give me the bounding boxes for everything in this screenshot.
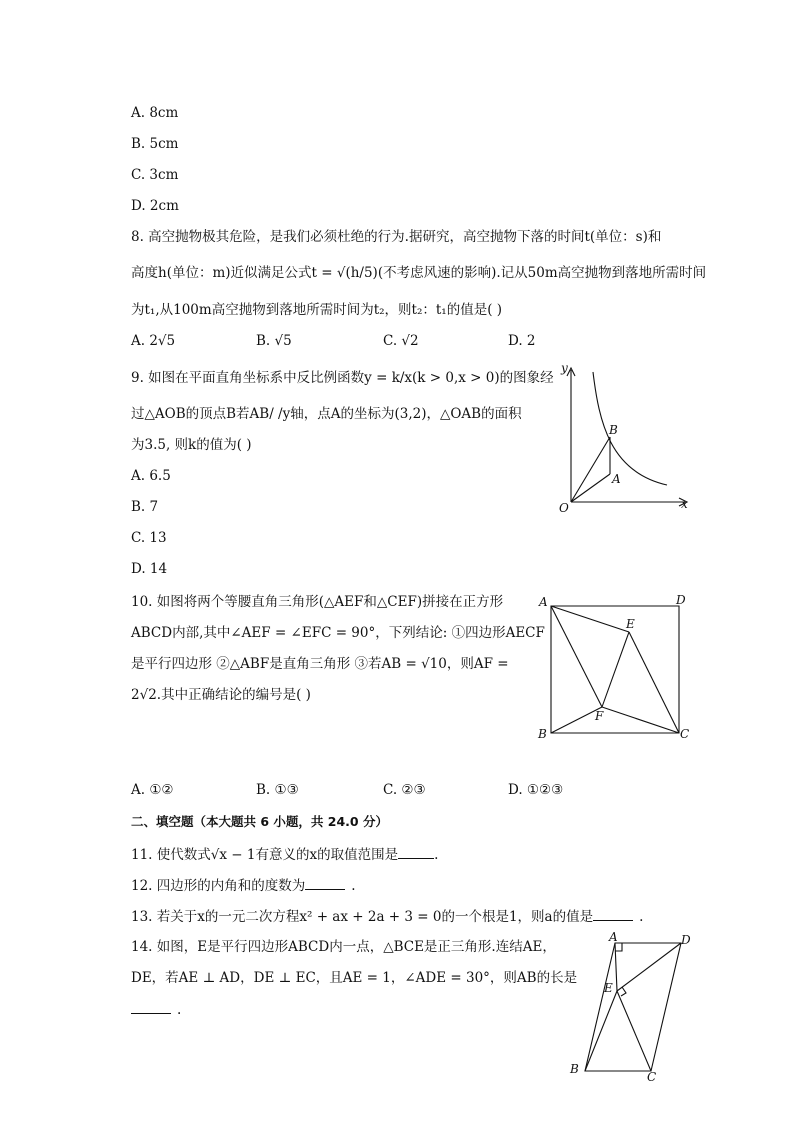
q10-stem-line3: 是平行四边形 ②△ABF是直角三角形 ③若AB = √10，则AF = xyxy=(131,656,509,672)
q8-stem-line3: 为t₁,从100m高空抛物到落地所需时间为t₂，则t₂：t₁的值是( ) xyxy=(131,302,503,318)
q14-label-c: C xyxy=(647,1070,657,1084)
q10-stem-line2: ABCD内部,其中∠AEF = ∠EFC = 90°，下列结论: ①四边形AECF xyxy=(131,625,545,641)
q8-stem-line2: 高度h(单位：m)近似满足公式t = √(h/5)(不考虑风速的影响).记从50m高空抛物到落地所需时间 xyxy=(131,265,707,281)
q9-label-b: B xyxy=(609,423,618,437)
q11-answer-blank[interactable] xyxy=(398,845,434,859)
q14-parallelogram-abcd xyxy=(585,943,681,1071)
q8-options xyxy=(131,332,651,350)
q10-label-a: A xyxy=(539,595,548,609)
q10-figure xyxy=(535,590,695,745)
q10-segment-af xyxy=(551,606,602,707)
q9-figure xyxy=(555,362,695,517)
q12-answer-blank[interactable] xyxy=(305,876,345,890)
q8-stem-line1: 8. 高空抛物极其危险，是我们必须杜绝的行为.据研究，高空抛物下落的时间t(单位：s)和 xyxy=(131,229,662,245)
q9-segment-ob xyxy=(571,437,610,502)
q13-text: 13. 若关于x的一元二次方程x² + ax + 2a + 3 = 0的一个根是1，则a的值是 xyxy=(131,909,594,925)
q14-stem-line2: DE，若AE ⊥ AD，DE ⊥ EC，且AE = 1，∠ADE = 30°，则AB的长是 xyxy=(131,970,578,986)
q14-label-d: D xyxy=(681,933,691,947)
q9-option-b: B. 7 xyxy=(131,499,159,515)
q14-stem-line3 xyxy=(131,1000,181,1019)
q12-text: 12. 四边形的内角和的度数为 xyxy=(131,878,306,894)
q11-period: . xyxy=(434,847,439,863)
q9-hyperbola-curve xyxy=(593,372,667,485)
q9-label-x: x xyxy=(681,497,688,511)
q14-right-angle-a xyxy=(615,943,622,951)
q9-stem-line3: 为3.5, 则k的值为( ) xyxy=(131,437,252,453)
q10-option-a: A. ①② xyxy=(131,782,174,798)
q7-option-c: C. 3cm xyxy=(131,167,179,183)
section-heading-fill-in: 二、填空题（本大题共 6 小题，共 24.0 分） xyxy=(131,814,388,829)
q14-segment-ae xyxy=(615,943,617,991)
q14-label-a: A xyxy=(609,930,618,944)
q12-stem xyxy=(131,876,356,895)
q10-option-b: B. ①③ xyxy=(256,782,299,798)
q10-label-f: F xyxy=(595,709,604,723)
q10-options xyxy=(131,781,651,799)
q7-option-d: D. 2cm xyxy=(131,198,179,214)
q12-period: . xyxy=(351,878,356,894)
q9-label-a: A xyxy=(612,472,621,486)
q9-segment-oa xyxy=(571,474,610,502)
q14-answer-blank[interactable] xyxy=(131,1000,171,1014)
q10-label-d: D xyxy=(676,593,686,607)
q7-option-b: B. 5cm xyxy=(131,136,179,152)
q14-figure xyxy=(565,930,705,1085)
q13-answer-blank[interactable] xyxy=(593,907,633,921)
q14-segment-ce xyxy=(617,991,651,1071)
q10-label-b: B xyxy=(538,727,547,741)
q11-text: 11. 使代数式√x − 1有意义的x的取值范围是 xyxy=(131,847,399,863)
q14-stem-line1: 14. 如图，E是平行四边形ABCD内一点，△BCE是正三角形.连结AE， xyxy=(131,939,556,955)
q10-option-d: D. ①②③ xyxy=(508,782,564,798)
q14-period: . xyxy=(177,1002,182,1018)
q9-label-y: y xyxy=(561,362,568,375)
q9-option-d: D. 14 xyxy=(131,561,168,577)
q14-right-angle-e xyxy=(621,987,626,996)
q8-option-c: C. √2 xyxy=(383,333,419,349)
q10-option-c: C. ②③ xyxy=(383,782,426,798)
q8-option-d: D. 2 xyxy=(508,333,536,349)
q8-option-b: B. √5 xyxy=(256,333,292,349)
q7-option-a: A. 8cm xyxy=(131,105,179,121)
q10-stem-line4: 2√2.其中正确结论的编号是( ) xyxy=(131,687,311,703)
q10-segment-ef xyxy=(602,632,629,707)
q9-option-c: C. 13 xyxy=(131,530,167,546)
q9-stem-line1: 9. 如图在平面直角坐标系中反比例函数y = k/x(k > 0,x > 0)的图象经 xyxy=(131,370,554,386)
q13-period: . xyxy=(639,909,644,925)
q9-label-o: O xyxy=(559,501,569,515)
q14-label-e: E xyxy=(604,981,613,995)
q13-stem xyxy=(131,907,643,926)
q10-label-e: E xyxy=(626,617,635,631)
q10-segment-ec xyxy=(629,632,679,733)
q10-stem-line1: 10. 如图将两个等腰直角三角形(△AEF和△CEF)拼接在正方形 xyxy=(131,594,504,610)
q8-option-a: A. 2√5 xyxy=(131,333,176,349)
q14-label-b: B xyxy=(570,1062,579,1076)
q11-stem xyxy=(131,845,438,864)
q10-label-c: C xyxy=(680,727,690,741)
q9-option-a: A. 6.5 xyxy=(131,468,171,484)
q9-stem-line2: 过△AOB的顶点B若AB/ /y轴，点A的坐标为(3,2)，△OAB的面积 xyxy=(131,406,522,422)
